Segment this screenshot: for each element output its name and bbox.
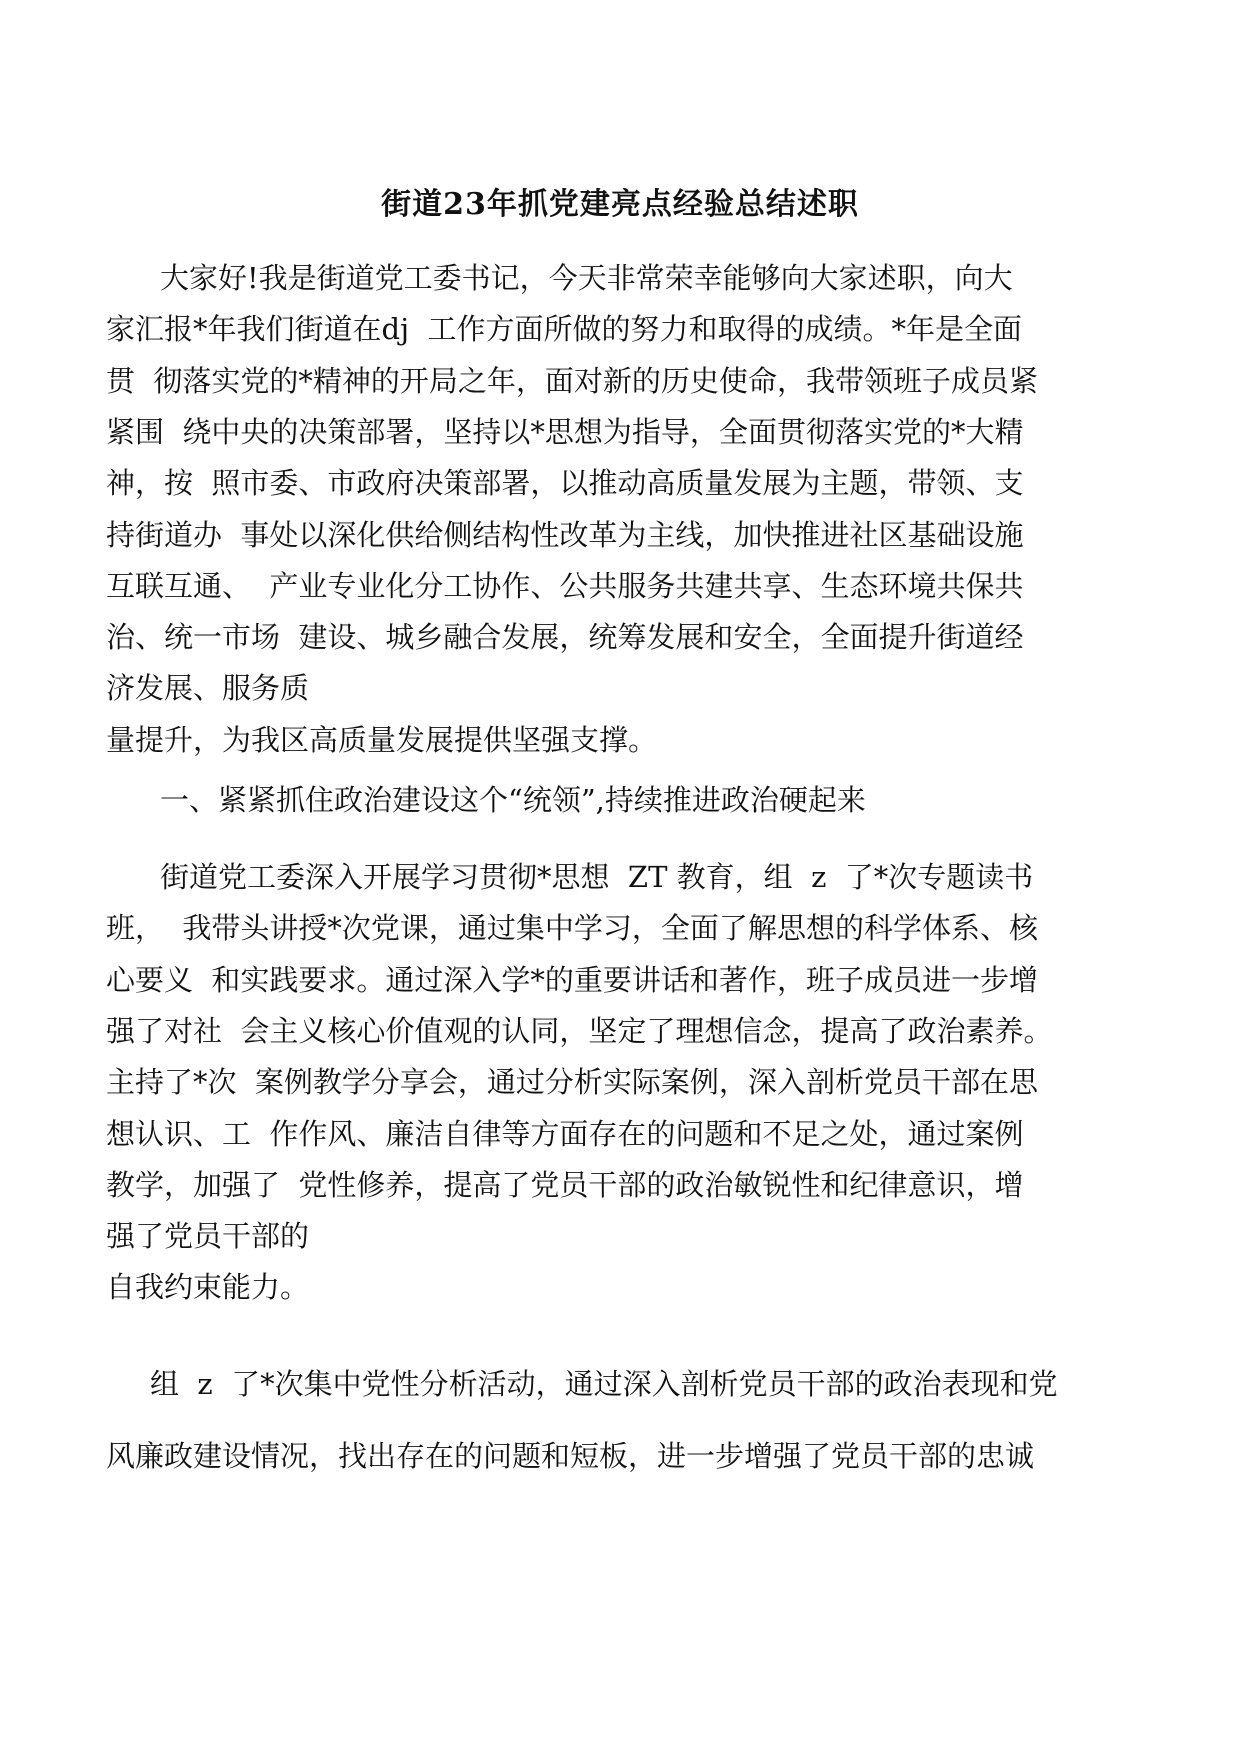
paragraph-line: 自我约束能力。: [106, 1270, 310, 1304]
paragraph-line: 教学，加强了 党性修养，提高了党员干部的政治敏锐性和纪律意识，增: [106, 1168, 1024, 1202]
paragraph-line: 组 z 了*次集中党性分析活动，通过深入剖析党员干部的政治表现和党: [150, 1367, 1058, 1401]
paragraph-line: 心要义 和实践要求。通过深入学*的重要讲话和著作，班子成员进一步增: [106, 963, 1038, 997]
section-heading: 一、紧紧抓住政治建设这个“统领”,持续推进政治硬起来: [160, 783, 866, 817]
paragraph-line: 强了对社 会主义核心价值观的认同，坚定了理想信念，提高了政治素养。: [106, 1014, 1053, 1048]
paragraph-line: 互联互通、 产业专业化分工协作、公共服务共建共享、生态环境共保共: [106, 569, 1024, 603]
paragraph-line: 持街道办 事处以深化供给侧结构性改革为主线，加快推进社区基础设施: [106, 518, 1024, 552]
paragraph-line: 班， 我带头讲授*次党课，通过集中学习，全面了解思想的科学体系、核: [106, 911, 1038, 945]
paragraph-line: 治、统一市场 建设、城乡融合发展，统筹发展和安全，全面提升街道经: [106, 620, 1024, 654]
paragraph-line: 量提升，为我区高质量发展提供坚强支撑。: [106, 723, 658, 757]
paragraph-line: 街道党工委深入开展学习贯彻*思想 ZT 教育，组 z 了*次专题读书: [160, 860, 1034, 894]
paragraph-line: 家汇报*年我们街道在dj 工作方面所做的努力和取得的成绩。*年是全面: [106, 312, 1022, 346]
paragraph-line: 济发展、服务质: [106, 671, 310, 705]
paragraph-line: 神，按 照市委、市政府决策部署，以推动高质量发展为主题，带领、支: [106, 466, 1024, 500]
paragraph-line: 想认识、工 作作风、廉洁自律等方面存在的问题和不足之处，通过案例: [106, 1117, 1024, 1151]
paragraph-line: 强了党员干部的: [106, 1219, 310, 1253]
paragraph-line: 主持了*次 案例教学分享会，通过分析实际案例，深入剖析党员干部在思: [106, 1065, 1038, 1099]
paragraph-line: 贯 彻落实党的*精神的开局之年，面对新的历史使命，我带领班子成员紧: [106, 364, 1038, 398]
paragraph-line: 大家好!我是街道党工委书记，今天非常荣幸能够向大家述职，向大: [160, 261, 1013, 295]
document-title: 街道23年抓党建亮点经验总结述职: [381, 187, 859, 222]
paragraph-line: 风廉政建设情况，找出存在的问题和短板，进一步增强了党员干部的忠诚: [106, 1439, 1035, 1473]
paragraph-line: 紧围 绕中央的决策部署，坚持以*思想为指导，全面贯彻落实党的*大精: [106, 415, 1024, 449]
